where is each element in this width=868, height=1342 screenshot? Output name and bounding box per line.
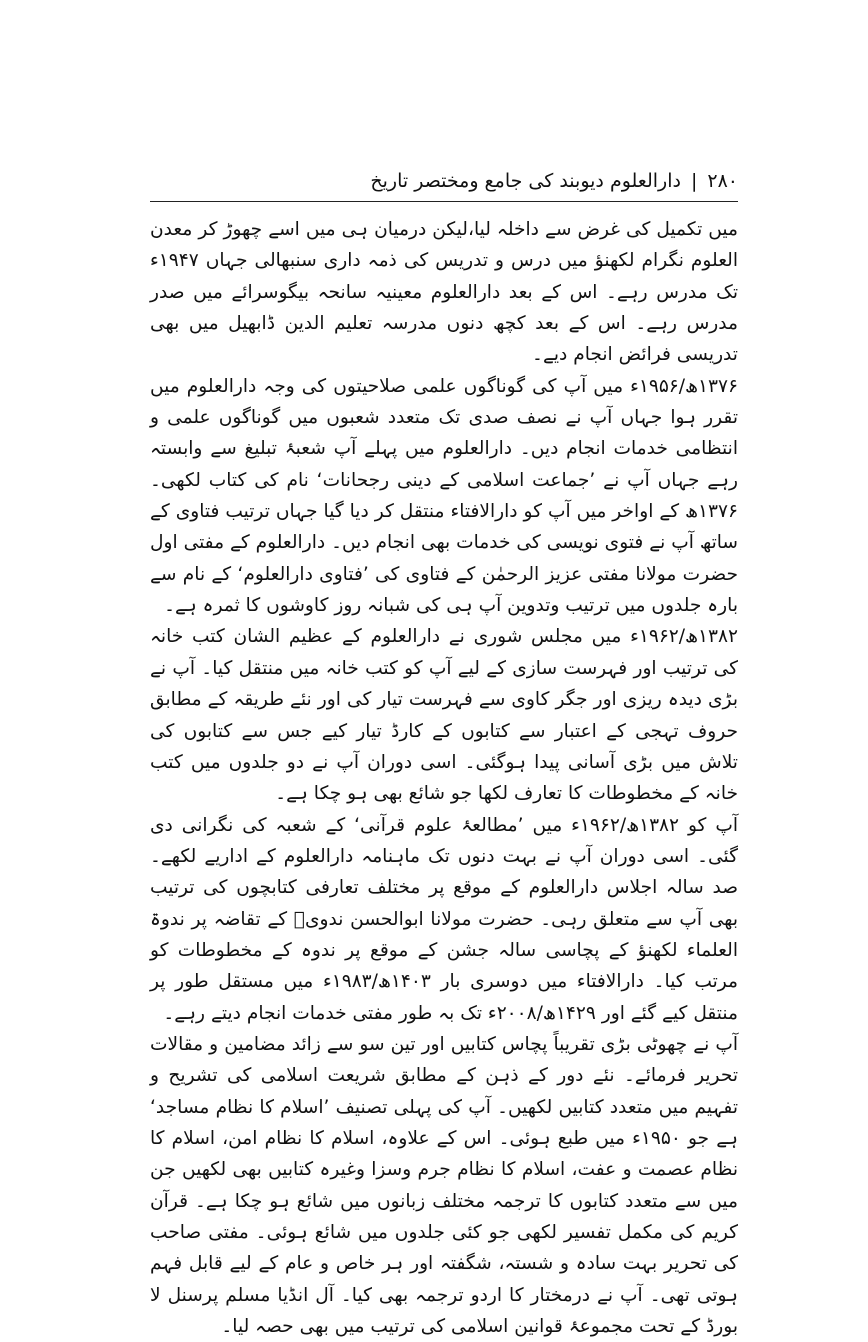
running-header xyxy=(150,168,738,194)
paragraph: میں تکمیل کی غرض سے داخلہ لیا،لیکن درمیان ہی میں اسے چھوڑ کر معدن العلوم نگرام لکھنؤ میں درس و تدریس کی ذمہ داری سنبھالی جہاں ۱۹۴۷ء تک مدرس رہے۔ اس کے بعد دارالعلوم معینیہ سانحہ بیگوسرائے میں صدر مدرس رہے۔ اس کے بعد کچھ دنوں مدرسہ تعلیم الدین ڈابھیل میں بھی تدریسی فرائض انجام دیے۔ xyxy=(150,219,738,366)
paragraph: ۱۳۸۲ھ/۱۹۶۲ء میں مجلس شوری نے دارالعلوم کے عظیم الشان کتب خانہ کی ترتیب اور فہرست سازی کے لیے آپ کو کتب خانہ میں منتقل کیا۔ آپ نے بڑی دیدہ ریزی اور جگر کاوی سے فہرست تیار کی اور نئے طریقہ کے مطابق حروف تہجی کے اعتبار سے کتابوں کے کارڈ تیار کیے جس سے کتابوں کی تلاش میں بڑی آسانی پیدا ہوگئی۔ اسی دوران آپ نے دو جلدوں میں کتب خانہ کے مخطوطات کا تعارف لکھا جو شائع بھی ہو چکا ہے۔ xyxy=(150,626,738,805)
paragraph: آپ نے چھوٹی بڑی تقریباً پچاس کتابیں اور تین سو سے زائد مضامین و مقالات تحریر فرمائے۔ نئے دور کے ذہن کے مطابق شریعت اسلامی کی تشریح و تفہیم میں متعدد کتابیں لکھیں۔ آپ کی پہلی تصنیف ’اسلام کا نظام مساجد‘ ہے جو ۱۹۵۰ء میں طبع ہوئی۔ اس کے علاوہ، اسلام کا نظام امن، اسلام کا نظام عصمت و عفت، اسلام کا نظام جرم وسزا وغیرہ کتابیں بھی لکھیں جن میں سے متعدد کتابوں کا ترجمہ مختلف زبانوں میں شائع ہو چکا ہے۔ قرآن کریم کی مکمل تفسیر لکھی جو کئی جلدوں میں شائع ہوئی۔ مفتی صاحب کی تحریر بہت سادہ و شستہ، شگفتہ اور ہر خاص و عام کے لیے قابل فہم ہوتی تھی۔ آپ نے درمختار کا اردو ترجمہ بھی کیا۔ آل انڈیا مسلم پرسنل لا بورڈ کے تحت مجموعۂ قوانین اسلامی کی ترتیب میں بھی حصہ لیا۔ xyxy=(150,1033,738,1338)
body-text xyxy=(150,214,738,1342)
header-rule xyxy=(150,201,738,202)
paragraph: آپ کو ۱۳۸۲ھ/۱۹۶۲ء میں ’مطالعۂ علوم قرآنی‘ کے شعبہ کی نگرانی دی گئی۔ اسی دوران آپ نے بہت دنوں تک ماہنامہ دارالعلوم کے اداریے لکھے۔ صد سالہ اجلاس دارالعلوم کے موقع پر مختلف تعارفی کتابچوں کی ترتیب بھی آپ سے متعلق رہی۔ حضرت مولانا ابوالحسن ندویؒ کے تقاضہ پر ندوۃ العلماء لکھنؤ کے پچاسی سالہ جشن کے موقع پر ندوہ کے مخطوطات کو مرتب کیا۔ دارالافتاء میں دوسری بار ۱۴۰۳ھ/۱۹۸۳ء میں مستقل طور پر منتقل کیے گئے اور ۱۴۲۹ھ/۲۰۰۸ء تک بہ طور مفتی خدمات انجام دیتے رہے۔ xyxy=(150,814,739,1024)
header-separator: | xyxy=(690,170,698,192)
paragraph: ۱۳۷۶ھ/۱۹۵۶ء میں آپ کی گوناگوں علمی صلاحیتوں کی وجہ دارالعلوم میں تقرر ہوا جہاں آپ نے نصف صدی تک متعدد شعبوں میں گوناگوں علمی و انتظامی خدمات انجام دیں۔ دارالعلوم میں پہلے آپ شعبۂ تبلیغ سے وابستہ رہے جہاں آپ نے ’جماعت اسلامی کے دینی رجحانات‘ نام کی کتاب لکھی۔ ۱۳۷۶ھ کے اواخر میں آپ کو دارالافتاء منتقل کر دیا گیا جہاں ترتیب فتاوی کے ساتھ آپ نے فتوی نویسی کی خدمات بھی انجام دیں۔ دارالعلوم کے مفتی اول حضرت مولانا مفتی عزیز الرحمٰن کے فتاوی کی ’فتاوی دارالعلوم‘ کے نام سے بارہ جلدوں میں ترتیب وتدوین آپ ہی کی شبانہ روز کاوشوں کا ثمرہ ہے۔ xyxy=(150,375,738,617)
book-title: دارالعلوم دیوبند کی جامع ومختصر تاریخ xyxy=(370,170,681,192)
page-number: ۲۸۰ xyxy=(707,170,738,192)
